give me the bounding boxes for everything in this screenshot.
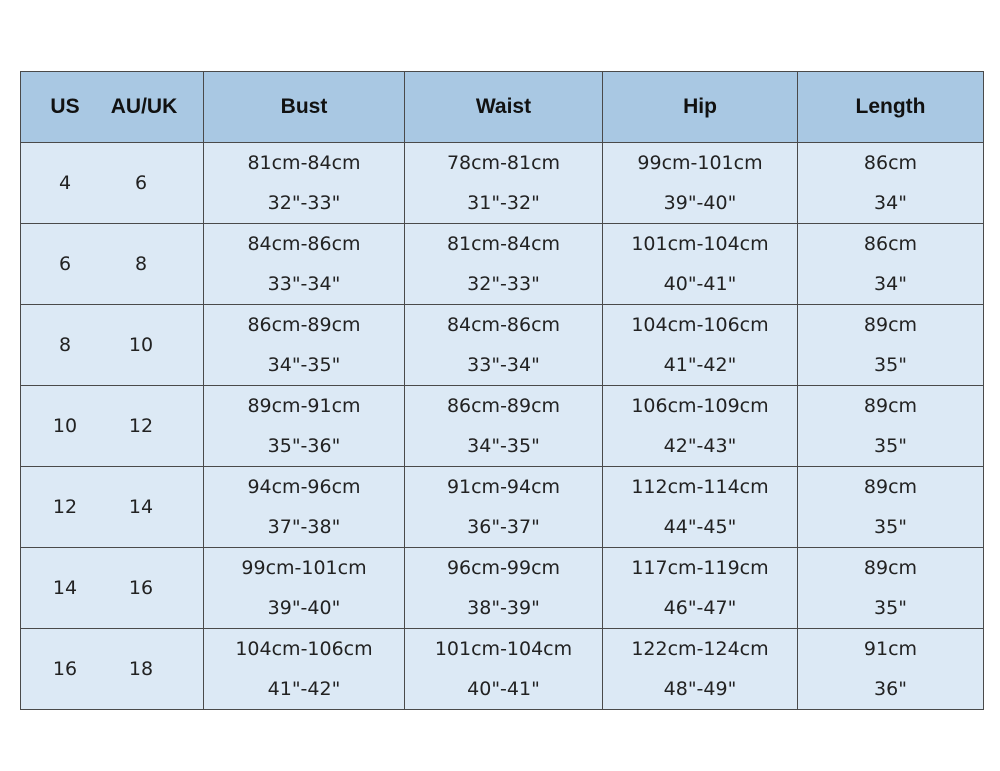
waist-inches: 33"-34"	[467, 354, 540, 376]
hip-cell	[603, 305, 798, 386]
waist-cm: 101cm-104cm	[434, 638, 573, 660]
header-bust: Bust	[204, 72, 405, 143]
hip-inches: 40"-41"	[663, 273, 737, 295]
waist-cell	[405, 386, 603, 467]
length-cell	[798, 386, 984, 467]
length-inches: 35"	[874, 354, 907, 376]
hip-inches: 41"-42"	[663, 354, 737, 376]
table-row	[21, 629, 984, 710]
bust-cell	[204, 467, 405, 548]
us-size: 8	[58, 334, 72, 356]
hip-cm: 106cm-109cm	[631, 395, 769, 417]
bust-cm: 84cm-86cm	[247, 233, 361, 255]
au-uk-size: 8	[134, 253, 148, 275]
sizes-cell	[21, 548, 204, 629]
sizes-cell	[21, 143, 204, 224]
bust-cm: 81cm-84cm	[247, 152, 361, 174]
length-cell	[798, 467, 984, 548]
header-row	[21, 72, 984, 143]
bust-cell	[204, 548, 405, 629]
waist-cell	[405, 224, 603, 305]
sizes-cell	[21, 629, 204, 710]
sizes-cell	[21, 305, 204, 386]
waist-inches: 32"-33"	[467, 273, 540, 295]
us-size: 10	[52, 415, 78, 437]
waist-inches: 34"-35"	[467, 435, 540, 457]
size-chart-table	[20, 71, 984, 710]
hip-inches: 46"-47"	[663, 597, 737, 619]
waist-inches: 38"-39"	[467, 597, 540, 619]
us-size: 16	[52, 658, 78, 680]
length-cell	[798, 224, 984, 305]
bust-cell	[204, 305, 405, 386]
bust-inches: 33"-34"	[267, 273, 341, 295]
sizes-cell	[21, 386, 204, 467]
hip-cm: 112cm-114cm	[631, 476, 769, 498]
waist-cell	[405, 305, 603, 386]
sizes-cell	[21, 224, 204, 305]
au-uk-size: 18	[128, 658, 154, 680]
table-row	[21, 305, 984, 386]
hip-cell	[603, 224, 798, 305]
waist-cm: 84cm-86cm	[446, 314, 561, 336]
header-length: Length	[798, 72, 984, 143]
waist-cm: 96cm-99cm	[446, 557, 561, 579]
table-row	[21, 386, 984, 467]
au-uk-size: 10	[128, 334, 154, 356]
us-size: 4	[58, 172, 72, 194]
header-au-uk: AU/UK	[110, 95, 178, 118]
bust-cm: 89cm-91cm	[247, 395, 361, 417]
length-cell	[798, 143, 984, 224]
table-row	[21, 548, 984, 629]
length-cell	[798, 305, 984, 386]
length-inches: 34"	[874, 192, 907, 214]
au-uk-size: 12	[128, 415, 154, 437]
waist-cm: 91cm-94cm	[446, 476, 561, 498]
waist-cell	[405, 629, 603, 710]
header-hip: Hip	[603, 72, 798, 143]
length-inches: 35"	[874, 435, 907, 457]
hip-cm: 117cm-119cm	[631, 557, 769, 579]
length-cm: 89cm	[863, 557, 918, 579]
waist-inches: 31"-32"	[467, 192, 540, 214]
header-waist: Waist	[405, 72, 603, 143]
length-inches: 35"	[874, 516, 907, 538]
us-size: 14	[52, 577, 78, 599]
bust-cm: 99cm-101cm	[241, 557, 367, 579]
au-uk-size: 6	[134, 172, 148, 194]
length-cm: 89cm	[863, 395, 918, 417]
sizes-cell	[21, 467, 204, 548]
hip-cell	[603, 143, 798, 224]
length-cell	[798, 548, 984, 629]
hip-inches: 39"-40"	[663, 192, 737, 214]
bust-inches: 32"-33"	[267, 192, 341, 214]
hip-cm: 104cm-106cm	[631, 314, 769, 336]
bust-cell	[204, 143, 405, 224]
length-cm: 86cm	[863, 233, 918, 255]
waist-cell	[405, 143, 603, 224]
bust-inches: 34"-35"	[267, 354, 341, 376]
size-chart-body	[21, 143, 984, 710]
bust-cell	[204, 629, 405, 710]
waist-cm: 86cm-89cm	[446, 395, 561, 417]
hip-inches: 42"-43"	[663, 435, 737, 457]
bust-cm: 104cm-106cm	[235, 638, 373, 660]
length-inches: 35"	[874, 597, 907, 619]
waist-inches: 40"-41"	[467, 678, 540, 700]
header-sizes-cell	[21, 72, 204, 143]
hip-inches: 48"-49"	[663, 678, 737, 700]
table-row	[21, 467, 984, 548]
bust-cm: 94cm-96cm	[247, 476, 361, 498]
hip-inches: 44"-45"	[663, 516, 737, 538]
length-inches: 36"	[874, 678, 907, 700]
waist-cm: 81cm-84cm	[446, 233, 561, 255]
hip-cm: 99cm-101cm	[637, 152, 763, 174]
us-size: 6	[58, 253, 72, 275]
hip-cm: 101cm-104cm	[631, 233, 769, 255]
hip-cell	[603, 467, 798, 548]
bust-cell	[204, 224, 405, 305]
au-uk-size: 16	[128, 577, 154, 599]
hip-cell	[603, 386, 798, 467]
bust-cm: 86cm-89cm	[247, 314, 361, 336]
length-cm: 86cm	[863, 152, 918, 174]
hip-cell	[603, 548, 798, 629]
bust-inches: 39"-40"	[267, 597, 341, 619]
length-cm: 91cm	[863, 638, 918, 660]
bust-inches: 35"-36"	[267, 435, 341, 457]
length-cell	[798, 629, 984, 710]
length-cm: 89cm	[863, 314, 918, 336]
table-row	[21, 224, 984, 305]
waist-inches: 36"-37"	[467, 516, 540, 538]
hip-cell	[603, 629, 798, 710]
hip-cm: 122cm-124cm	[631, 638, 769, 660]
waist-cell	[405, 548, 603, 629]
waist-cell	[405, 467, 603, 548]
waist-cm: 78cm-81cm	[446, 152, 561, 174]
bust-cell	[204, 386, 405, 467]
length-cm: 89cm	[863, 476, 918, 498]
bust-inches: 37"-38"	[267, 516, 341, 538]
bust-inches: 41"-42"	[267, 678, 341, 700]
length-inches: 34"	[874, 273, 907, 295]
header-us: US	[50, 95, 80, 118]
us-size: 12	[52, 496, 78, 518]
au-uk-size: 14	[128, 496, 154, 518]
table-row	[21, 143, 984, 224]
size-chart-header	[21, 72, 984, 143]
